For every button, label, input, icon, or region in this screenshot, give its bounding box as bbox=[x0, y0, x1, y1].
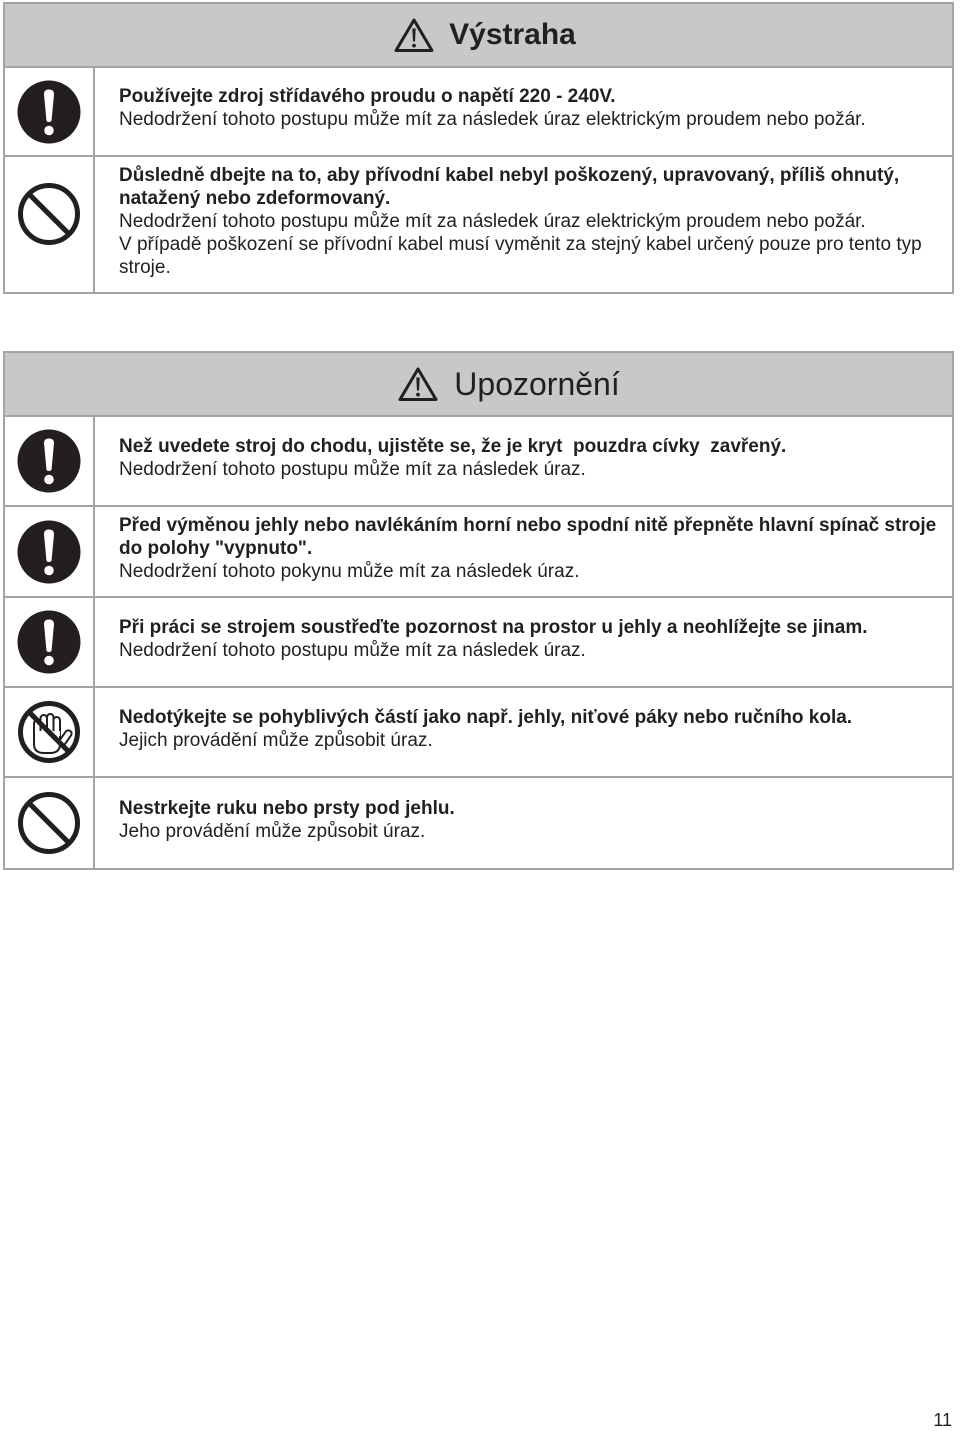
warning-item bbox=[5, 157, 952, 292]
caution-title: Upozornění bbox=[454, 366, 620, 402]
page-number: 11 bbox=[933, 1410, 952, 1430]
prohibition-icon bbox=[17, 182, 81, 246]
instruction-text: natažený nebo zdeformovaný. bbox=[119, 187, 391, 209]
item-text bbox=[95, 157, 952, 292]
instruction-text: Před výměnou jehly nebo navlékáním horní nebo spodní nitě přepněte hlavní spínač stroje bbox=[119, 514, 937, 536]
mandatory-action-icon bbox=[17, 429, 81, 493]
caution-panel bbox=[3, 351, 954, 870]
consequence-text: Nedodržení tohoto postupu může mít za následek úraz elektrickým proudem nebo požár. bbox=[119, 109, 866, 130]
instruction-text: Při práci se strojem soustřeďte pozornost na prostor u jehly a neohlížejte se jinam. bbox=[119, 616, 868, 638]
icon-cell bbox=[5, 68, 95, 155]
consequence-text: Jejich provádění může způsobit úraz. bbox=[119, 729, 433, 751]
icon-cell bbox=[5, 598, 95, 686]
item-text bbox=[95, 598, 952, 686]
warning-triangle-icon bbox=[398, 366, 438, 402]
instruction-text: Než uvedete stroj do chodu, ujistěte se, že je kryt pouzdra cívky zavřený. bbox=[119, 435, 787, 457]
consequence-text: Nedodržení tohoto postupu může mít za následek úraz elektrickým proudem nebo požár. bbox=[119, 210, 866, 232]
prohibition-icon bbox=[17, 791, 81, 855]
instruction-text: do polohy "vypnuto". bbox=[119, 537, 313, 559]
item-text bbox=[95, 507, 952, 596]
consequence-text: V případě poškození se přívodní kabel musí vyměnit za stejný kabel určený pouze pro tento typ bbox=[119, 233, 922, 255]
icon-cell bbox=[5, 417, 95, 505]
mandatory-action-icon bbox=[17, 610, 81, 674]
caution-item bbox=[5, 417, 952, 507]
icon-cell bbox=[5, 157, 95, 292]
consequence-text: Nedodržení tohoto postupu může mít za následek úraz. bbox=[119, 639, 586, 661]
caution-item bbox=[5, 778, 952, 868]
consequence-text: stroje. bbox=[119, 256, 171, 278]
instruction-text: Používejte zdroj střídavého proudu o napětí 220 - 240V. bbox=[119, 86, 616, 107]
instruction-text: Nedotýkejte se pohyblivých částí jako např. jehly, niťové páky nebo ručního kola. bbox=[119, 706, 853, 728]
warning-item bbox=[5, 68, 952, 157]
item-text bbox=[95, 688, 952, 776]
consequence-text: Nedodržení tohoto postupu může mít za následek úraz. bbox=[119, 458, 586, 480]
caution-header bbox=[5, 353, 952, 417]
item-text bbox=[95, 68, 952, 155]
instruction-text: Důsledně dbejte na to, aby přívodní kabel nebyl poškozený, upravovaný, příliš ohnutý, bbox=[119, 164, 900, 186]
mandatory-action-icon bbox=[17, 80, 81, 144]
caution-item bbox=[5, 598, 952, 688]
icon-cell bbox=[5, 688, 95, 776]
consequence-text: Nedodržení tohoto pokynu může mít za následek úraz. bbox=[119, 560, 580, 582]
icon-cell bbox=[5, 507, 95, 596]
icon-cell bbox=[5, 778, 95, 868]
mandatory-action-icon bbox=[17, 520, 81, 584]
warning-triangle-icon bbox=[394, 17, 434, 53]
item-text bbox=[95, 778, 952, 868]
warning-title: Výstraha bbox=[449, 18, 576, 51]
warning-header bbox=[5, 4, 952, 68]
item-text bbox=[95, 417, 952, 505]
warning-panel bbox=[3, 2, 954, 294]
caution-item bbox=[5, 688, 952, 778]
do-not-touch-icon bbox=[17, 700, 81, 764]
caution-item bbox=[5, 507, 952, 598]
instruction-text: Nestrkejte ruku nebo prsty pod jehlu. bbox=[119, 797, 455, 819]
consequence-text: Jeho provádění může způsobit úraz. bbox=[119, 820, 426, 842]
